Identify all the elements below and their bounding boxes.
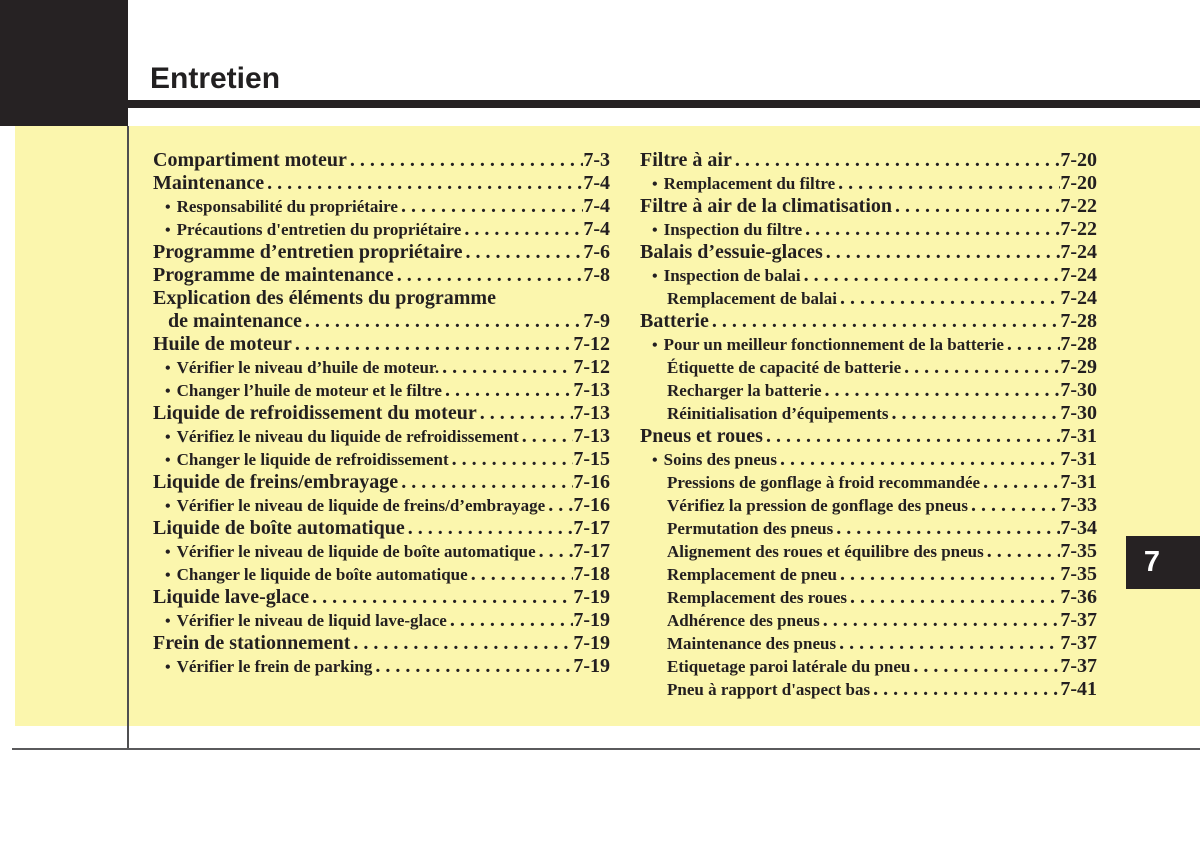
toc-entry-page: 7-24 — [1060, 241, 1097, 263]
toc-entry — [640, 655, 1097, 678]
toc-entry-page: 7-19 — [573, 609, 610, 631]
toc-entry — [640, 402, 1097, 425]
dot-leader — [732, 149, 1061, 172]
toc-entry-page: 7-41 — [1060, 678, 1097, 700]
dot-leader — [461, 218, 583, 241]
bullet-icon: • — [652, 452, 658, 469]
page-title: Entretien — [150, 62, 281, 95]
toc-entry — [640, 218, 1097, 241]
toc-entry-page: 7-22 — [1060, 218, 1097, 240]
dot-leader — [777, 448, 1060, 471]
toc-entry-label: Pneus et roues — [640, 425, 763, 447]
bullet-icon: • — [165, 659, 171, 676]
toc-entry — [153, 402, 610, 425]
dot-leader — [264, 172, 583, 195]
toc-entry-page: 7-22 — [1060, 195, 1097, 217]
toc-entry-page: 7-6 — [583, 241, 610, 263]
dot-leader — [968, 494, 1060, 517]
toc-entry-page: 7-4 — [583, 172, 610, 194]
toc-entry — [640, 632, 1097, 655]
toc-entry-label: Réinitialisation d’équipements — [667, 404, 889, 423]
toc-entry — [640, 540, 1097, 563]
toc-entry-label: Batterie — [640, 310, 709, 332]
toc-entry — [640, 425, 1097, 448]
toc-entry — [153, 563, 610, 586]
toc-entry — [153, 379, 610, 402]
bullet-icon: • — [165, 429, 171, 446]
toc-entry-label: Compartiment moteur — [153, 149, 347, 171]
dot-leader — [350, 632, 573, 655]
toc-entry-page: 7-37 — [1060, 632, 1097, 654]
toc-entry-label: Vérifiez le niveau du liquide de refroidissement — [176, 427, 519, 446]
dot-leader — [889, 402, 1061, 425]
toc-entry-page: 7-28 — [1060, 310, 1097, 332]
toc-entry-page: 7-3 — [583, 149, 610, 171]
toc-entry-page: 7-18 — [573, 563, 610, 585]
chapter-tab-number: 7 — [1143, 546, 1161, 578]
dot-leader — [837, 563, 1060, 586]
toc-entry-label: Pour un meilleur fonctionnement de la batterie — [663, 335, 1004, 354]
dot-leader — [709, 310, 1060, 333]
bullet-icon: • — [165, 613, 171, 630]
dot-leader — [545, 494, 573, 517]
toc-entry — [153, 540, 610, 563]
toc-entry-page: 7-31 — [1060, 471, 1097, 493]
toc-entry-page: 7-12 — [573, 356, 610, 378]
dot-leader — [837, 287, 1060, 310]
toc-entry — [153, 517, 610, 540]
toc-entry-label: Vérifier le niveau de liquid lave-glace — [176, 611, 447, 630]
dot-leader — [847, 586, 1060, 609]
chapter-tab — [1126, 536, 1200, 589]
toc-entry-label: Liquide de freins/embrayage — [153, 471, 399, 493]
toc-entry-label: Permutation des pneus — [667, 519, 834, 538]
toc-entry-page: 7-30 — [1060, 402, 1097, 424]
toc-entry — [640, 333, 1097, 356]
toc-entry-page: 7-17 — [573, 517, 610, 539]
toc-column-right — [640, 149, 1097, 701]
bullet-icon: • — [165, 360, 171, 377]
toc-entry — [640, 172, 1097, 195]
toc-entry-page: 7-13 — [573, 379, 610, 401]
toc-entry — [153, 287, 610, 310]
toc-entry — [153, 471, 610, 494]
toc-entry — [153, 218, 610, 241]
toc-entry-page: 7-9 — [583, 310, 610, 332]
bullet-icon: • — [652, 268, 658, 285]
dot-leader — [823, 241, 1061, 264]
dot-leader — [519, 425, 574, 448]
toc-entry-label: Filtre à air de la climatisation — [640, 195, 893, 217]
toc-entry-label: Frein de stationnement — [153, 632, 351, 654]
toc-entry — [640, 241, 1097, 264]
toc-entry — [153, 241, 610, 264]
toc-entry — [153, 356, 610, 379]
dot-leader — [468, 563, 574, 586]
toc-entry-label: Programme de maintenance — [153, 264, 394, 286]
dot-leader — [870, 678, 1060, 701]
dot-leader — [835, 172, 1060, 195]
toc-entry-label: Filtre à air — [640, 149, 732, 171]
toc-entry-page: 7-31 — [1060, 425, 1097, 447]
toc-entry — [640, 356, 1097, 379]
toc-entry-label: Programme d’entretien propriétaire — [153, 241, 463, 263]
toc-entry-page: 7-19 — [573, 586, 610, 608]
toc-entry-label: Liquide lave-glace — [153, 586, 310, 608]
toc-entry-page: 7-19 — [573, 632, 610, 654]
toc-entry — [640, 494, 1097, 517]
bullet-icon: • — [165, 199, 171, 216]
toc-entry-label: Étiquette de capacité de batterie — [667, 358, 902, 377]
dot-leader — [447, 609, 573, 632]
dot-leader — [536, 540, 574, 563]
toc-entry-page: 7-12 — [573, 333, 610, 355]
toc-entry — [153, 609, 610, 632]
margin-vertical-rule — [127, 126, 129, 750]
bullet-icon: • — [652, 337, 658, 354]
toc-entry-page: 7-8 — [583, 264, 610, 286]
toc-entry — [153, 310, 610, 333]
toc-entry-page: 7-16 — [573, 494, 610, 516]
toc-entry — [640, 310, 1097, 333]
toc-entry — [153, 586, 610, 609]
dot-leader — [801, 264, 1061, 287]
dot-leader — [302, 310, 583, 333]
toc-entry-page: 7-28 — [1060, 333, 1097, 355]
dot-leader — [802, 218, 1060, 241]
toc-entry — [640, 379, 1097, 402]
toc-entry-label: Vérifier le niveau d’huile de moteur. — [176, 358, 440, 377]
toc-entry — [153, 172, 610, 195]
toc-entry — [153, 149, 610, 172]
toc-entry-label: Etiquetage paroi latérale du pneu — [667, 657, 911, 676]
dot-leader — [372, 655, 573, 678]
toc-column-left — [153, 149, 610, 678]
dot-leader — [449, 448, 574, 471]
toc-entry-page: 7-15 — [573, 448, 610, 470]
toc-entry-label: Maintenance — [153, 172, 265, 194]
toc-entry — [640, 195, 1097, 218]
toc-entry-page: 7-20 — [1060, 172, 1097, 194]
toc-entry — [640, 287, 1097, 310]
toc-entry-label: Remplacement de pneu — [667, 565, 837, 584]
toc-entry-label: Vérifiez la pression de gonflage des pneus — [667, 496, 968, 515]
toc-entry-label: Vérifier le niveau de liquide de freins/d’embrayage — [176, 496, 546, 515]
dot-leader — [910, 655, 1060, 678]
dot-leader — [833, 517, 1060, 540]
toc-entry-label: Balais d’essuie-glaces — [640, 241, 823, 263]
dot-leader — [442, 379, 573, 402]
toc-entry-label: Recharger la batterie — [667, 381, 822, 400]
toc-entry — [153, 448, 610, 471]
dot-leader — [892, 195, 1060, 218]
toc-entry — [153, 494, 610, 517]
toc-entry-page: 7-17 — [573, 540, 610, 562]
toc-entry — [640, 609, 1097, 632]
toc-entry — [153, 333, 610, 356]
toc-entry — [640, 264, 1097, 287]
bullet-icon: • — [165, 567, 171, 584]
toc-entry-label: Remplacement de balai — [667, 289, 837, 308]
dot-leader — [347, 149, 583, 172]
dot-leader — [763, 425, 1060, 448]
toc-entry — [153, 195, 610, 218]
toc-entry-page: 7-13 — [573, 402, 610, 424]
dot-leader — [822, 379, 1061, 402]
toc-entry-page: 7-16 — [573, 471, 610, 493]
dot-leader — [836, 632, 1060, 655]
bullet-icon: • — [165, 383, 171, 400]
toc-entry-label: Liquide de refroidissement du moteur — [153, 402, 477, 424]
toc-entry-page: 7-33 — [1060, 494, 1097, 516]
dot-leader — [984, 540, 1061, 563]
toc-entry-label: Inspection de balai — [663, 266, 801, 285]
toc-entry-label: Adhérence des pneus — [667, 611, 820, 630]
dot-leader — [398, 471, 573, 494]
toc-entry-page: 7-31 — [1060, 448, 1097, 470]
dot-leader — [980, 471, 1060, 494]
toc-entry-page: 7-4 — [583, 195, 610, 217]
dot-leader — [463, 241, 584, 264]
toc-entry-label: Précautions d'entretien du propriétaire — [176, 220, 462, 239]
dot-leader — [394, 264, 584, 287]
dot-leader — [901, 356, 1060, 379]
dot-leader — [439, 356, 573, 379]
toc-entry-label: Pneu à rapport d'aspect bas — [667, 680, 871, 699]
toc-entry-page: 7-13 — [573, 425, 610, 447]
toc-entry-page: 7-24 — [1060, 264, 1097, 286]
toc-entry — [640, 517, 1097, 540]
toc-entry-label: de maintenance — [168, 310, 302, 332]
toc-entry-label: Explication des éléments du programme — [153, 287, 496, 309]
toc-entry-page: 7-37 — [1060, 609, 1097, 631]
toc-entry — [640, 586, 1097, 609]
toc-entry-label: Remplacement du filtre — [663, 174, 836, 193]
footer-rule — [12, 748, 1200, 750]
toc-entry-label: Inspection du filtre — [663, 220, 803, 239]
toc-entry-page: 7-34 — [1060, 517, 1097, 539]
bullet-icon: • — [165, 452, 171, 469]
toc-entry-label: Huile de moteur — [153, 333, 292, 355]
toc-entry — [153, 655, 610, 678]
toc-entry — [153, 264, 610, 287]
toc-entry-label: Changer le liquide de boîte automatique — [176, 565, 468, 584]
toc-entry-page: 7-30 — [1060, 379, 1097, 401]
toc-entry-label: Soins des pneus — [663, 450, 777, 469]
bullet-icon: • — [652, 176, 658, 193]
toc-entry-page: 7-35 — [1060, 563, 1097, 585]
toc-entry-label: Changer l’huile de moteur et le filtre — [176, 381, 442, 400]
toc-entry — [640, 678, 1097, 701]
dot-leader — [820, 609, 1061, 632]
dot-leader — [309, 586, 573, 609]
toc-entry-page: 7-37 — [1060, 655, 1097, 677]
dot-leader — [405, 517, 574, 540]
toc-entry-page: 7-36 — [1060, 586, 1097, 608]
bullet-icon: • — [165, 498, 171, 515]
toc-entry-label: Vérifier le frein de parking — [176, 657, 373, 676]
toc-entry-page: 7-20 — [1060, 149, 1097, 171]
title-underline-bar — [0, 100, 1200, 108]
toc-entry — [640, 149, 1097, 172]
dot-leader — [477, 402, 574, 425]
toc-entry — [640, 448, 1097, 471]
toc-entry — [640, 563, 1097, 586]
toc-entry-label: Maintenance des pneus — [667, 634, 837, 653]
dot-leader — [398, 195, 583, 218]
toc-entry — [640, 471, 1097, 494]
toc-entry-label: Changer le liquide de refroidissement — [176, 450, 449, 469]
bullet-icon: • — [165, 544, 171, 561]
bullet-icon: • — [652, 222, 658, 239]
toc-entry-label: Vérifier le niveau de liquide de boîte automatique — [176, 542, 536, 561]
bullet-icon: • — [165, 222, 171, 239]
dot-leader — [292, 333, 573, 356]
toc-entry-label: Liquide de boîte automatique — [153, 517, 405, 539]
toc-entry-label: Alignement des roues et équilibre des pneus — [667, 542, 984, 561]
toc-entry-page: 7-19 — [573, 655, 610, 677]
toc-entry-label: Remplacement des roues — [667, 588, 848, 607]
toc-entry — [153, 632, 610, 655]
toc-entry-label: Pressions de gonflage à froid recommandée — [667, 473, 981, 492]
toc-entry — [153, 425, 610, 448]
toc-entry-page: 7-29 — [1060, 356, 1097, 378]
toc-entry-page: 7-4 — [583, 218, 610, 240]
toc-entry-page: 7-24 — [1060, 287, 1097, 309]
dot-leader — [1004, 333, 1060, 356]
toc-entry-page: 7-35 — [1060, 540, 1097, 562]
toc-entry-label: Responsabilité du propriétaire — [176, 197, 398, 216]
